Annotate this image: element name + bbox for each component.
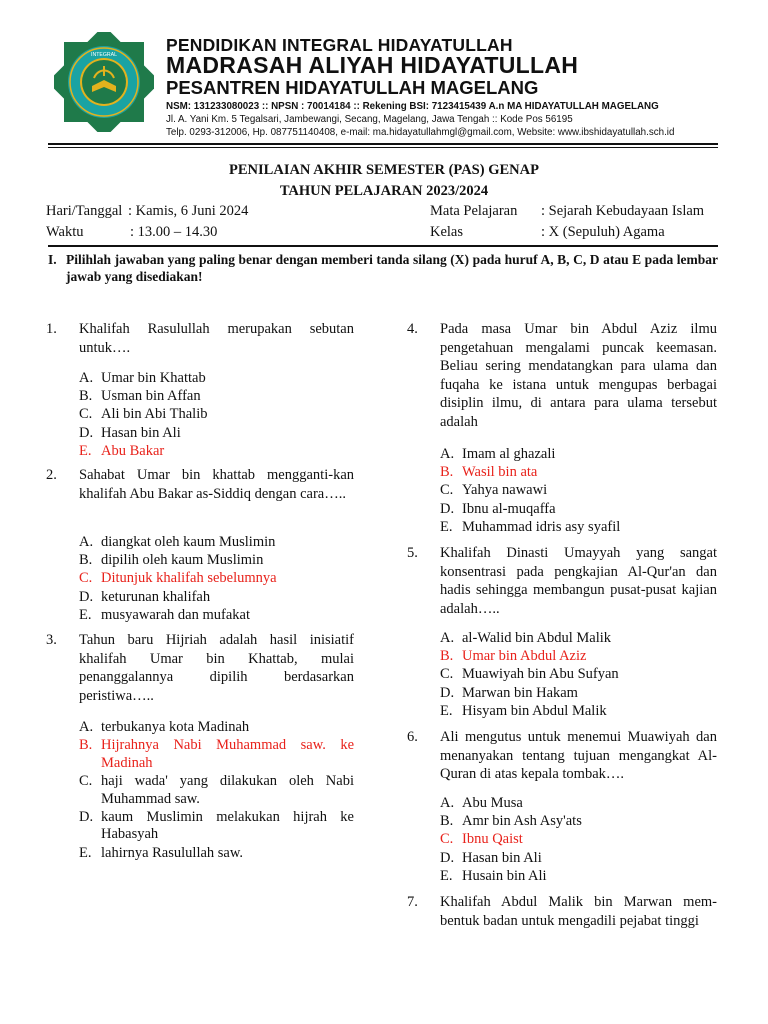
option-text: Hisyam bin Abdul Malik <box>462 702 607 719</box>
option-text: Wasil bin ata <box>462 464 538 481</box>
option-letter: A. <box>79 370 94 386</box>
option-text: diangkat oleh kaum Muslimin <box>101 534 276 550</box>
time-value: : 13.00 – 14.30 <box>130 224 218 240</box>
option-letter: E. <box>79 442 92 459</box>
question-number: 7. <box>407 894 418 910</box>
school-logo-icon <box>54 32 154 132</box>
option-text: Imam al ghazali <box>462 446 556 462</box>
option-letter: E. <box>79 606 92 623</box>
question-number: 3. <box>46 632 57 648</box>
letterhead-divider-thick <box>48 143 718 145</box>
option-text: dipilih oleh kaum Muslimin <box>101 552 264 569</box>
question-text: Sahabat Umar bin khattab mengganti-kan khalifah Abu Bakar as-Siddiq dengan cara….. <box>79 467 354 502</box>
question-text: Khalifah Rasulullah merupakan sebutan untuk…. <box>79 321 354 356</box>
option-text: Hasan bin Ali <box>462 849 542 866</box>
option-text: Abu Bakar <box>101 442 165 459</box>
option-letter: B. <box>440 464 454 481</box>
option-text: terbukanya kota Madinah <box>101 719 250 735</box>
academic-year: TAHUN PELAJARAN 2023/2024 <box>279 183 489 199</box>
logo-lettering: INTEGRAL <box>91 52 117 58</box>
option-text: Umar bin Khattab <box>101 370 206 386</box>
instruction-number: I. <box>48 252 57 267</box>
option-text: keturunan khalifah <box>101 588 211 605</box>
option-text: Husain bin Ali <box>462 867 547 884</box>
subject-label: Mata Pelajaran <box>430 203 518 219</box>
question-text: Khalifah Abdul Malik bin Marwan mem-bentuk badan untuk mengadili pejabat tinggi <box>440 894 717 929</box>
option-letter: D. <box>79 424 94 441</box>
option-letter: C. <box>79 773 93 789</box>
question-text: Tahun baru Hijriah adalah hasil inisiatif khalifah Umar bin Khattab, mulai penanggalannya dipilih berdasarkan peristiwa….. <box>79 632 354 704</box>
option-letter: B. <box>79 552 93 569</box>
option-text: Hasan bin Ali <box>101 424 181 441</box>
question-text: Khalifah Dinasti Umayyah yang sangat konsentrasi pada pengkajian Al-Qur'an dan hadis sehingga membangun pusat-pusat kajian adalah….. <box>440 545 717 617</box>
option-text: kaum Muslimin melakukan hijrah ke Habasyah <box>101 808 354 843</box>
option-letter: A. <box>440 446 455 462</box>
option-letter: D. <box>440 500 455 517</box>
option-letter: D. <box>79 588 94 605</box>
question-text: Pada masa Umar bin Abdul Aziz ilmu pengetahuan mengalami puncak keemasan. Beliau sering mendatangkan para ulama dan fuqaha ke istana untuk mengupas berbagai disiplin ilmu, di antara para ulama tersebut adalah <box>440 321 717 430</box>
option-text: Ditunjuk khalifah sebelumnya <box>101 570 277 587</box>
option-letter: E. <box>440 702 453 719</box>
option-letter: C. <box>79 406 93 423</box>
option-text: Amr bin Ash Asy'ats <box>462 813 582 830</box>
class-value: : X (Sepuluh) Agama <box>541 224 665 240</box>
class-label: Kelas <box>430 224 464 240</box>
exam-title: PENILAIAN AKHIR SEMESTER (PAS) GENAP <box>229 162 539 178</box>
option-letter: B. <box>79 388 93 405</box>
question-number: 2. <box>46 467 57 483</box>
option-letter: A. <box>79 719 94 735</box>
pesantren-name: PESANTREN HIDAYATULLAH MAGELANG <box>166 77 539 98</box>
option-letter: A. <box>440 630 455 646</box>
option-text: Umar bin Abdul Aziz <box>462 648 587 665</box>
option-text: al-Walid bin Abdul Malik <box>462 630 612 646</box>
option-text: Muawiyah bin Abu Sufyan <box>462 666 619 683</box>
day-value: : Kamis, 6 Juni 2024 <box>128 203 249 219</box>
letterhead <box>48 30 718 140</box>
question-text: Ali mengutus untuk menemui Muawiyah dan menanyakan tentang tujuan mengangkat Al-Quran di atas kepala tombak…. <box>440 729 717 782</box>
address: Jl. A. Yani Km. 5 Tegalsari, Jambewangi, Secang, Magelang, Jawa Tengah :: Kode Pos 56195 <box>166 114 573 125</box>
question-number: 5. <box>407 545 418 561</box>
option-text: Muhammad idris asy syafil <box>462 518 621 535</box>
instruction <box>48 251 718 285</box>
option-text: haji wada' yang dilakukan oleh Nabi Muhammad saw. <box>101 773 354 807</box>
registration-info: NSM: 131233080023 :: NPSN : 70014184 :: Rekening BSI: 7123415439 A.n MA HIDAYATULLAH MAGELANG <box>166 101 659 112</box>
option-text: musyawarah dan mufakat <box>101 606 250 623</box>
day-label: Hari/Tanggal <box>46 203 123 219</box>
option-text: Usman bin Affan <box>101 388 201 405</box>
option-letter: C. <box>440 482 454 499</box>
option-text: Hijrahnya Nabi Muhammad saw. ke Madinah <box>101 737 354 771</box>
option-letter: D. <box>79 808 94 825</box>
option-text: Ibnu al-muqaffa <box>462 500 556 517</box>
option-letter: C. <box>440 831 454 848</box>
school-name: MADRASAH ALIYAH HIDAYATULLAH <box>166 52 579 78</box>
question-number: 1. <box>46 321 57 337</box>
option-letter: B. <box>440 648 454 665</box>
option-letter: B. <box>440 813 454 830</box>
question-number: 4. <box>407 321 418 337</box>
option-letter: A. <box>79 534 94 550</box>
option-text: lahirnya Rasulullah saw. <box>101 844 244 861</box>
letterhead-divider-thin <box>48 147 718 148</box>
option-letter: C. <box>79 570 93 587</box>
option-letter: D. <box>440 684 455 701</box>
option-letter: C. <box>440 666 454 683</box>
option-text: Ali bin Abi Thalib <box>101 406 208 423</box>
option-letter: E. <box>79 844 92 861</box>
option-letter: D. <box>440 849 455 866</box>
foundation-name: PENDIDIKAN INTEGRAL HIDAYATULLAH <box>166 35 513 55</box>
option-letter: B. <box>79 737 93 754</box>
option-text: Yahya nawawi <box>462 482 548 499</box>
meta-divider <box>48 245 718 247</box>
instruction-text: Pilihlah jawaban yang paling benar dengan memberi tanda silang (X) pada huruf A, B, C, D atau E pada lembar jawab yang disediakan! <box>66 252 718 284</box>
option-letter: A. <box>440 795 455 811</box>
time-label: Waktu <box>46 224 84 240</box>
contact-info: Telp. 0293-312006, Hp. 087751140408, e-mail: ma.hidayatullahmgl@gmail.com, Website: www.ibshidayatullah.sch.id <box>166 127 675 138</box>
subject-value: : Sejarah Kebudayaan Islam <box>541 203 705 219</box>
option-text: Marwan bin Hakam <box>462 684 578 701</box>
option-text: Abu Musa <box>462 795 523 811</box>
option-text: Ibnu Qaist <box>462 831 523 848</box>
option-letter: E. <box>440 867 453 884</box>
option-letter: E. <box>440 518 453 535</box>
question-number: 6. <box>407 729 418 745</box>
